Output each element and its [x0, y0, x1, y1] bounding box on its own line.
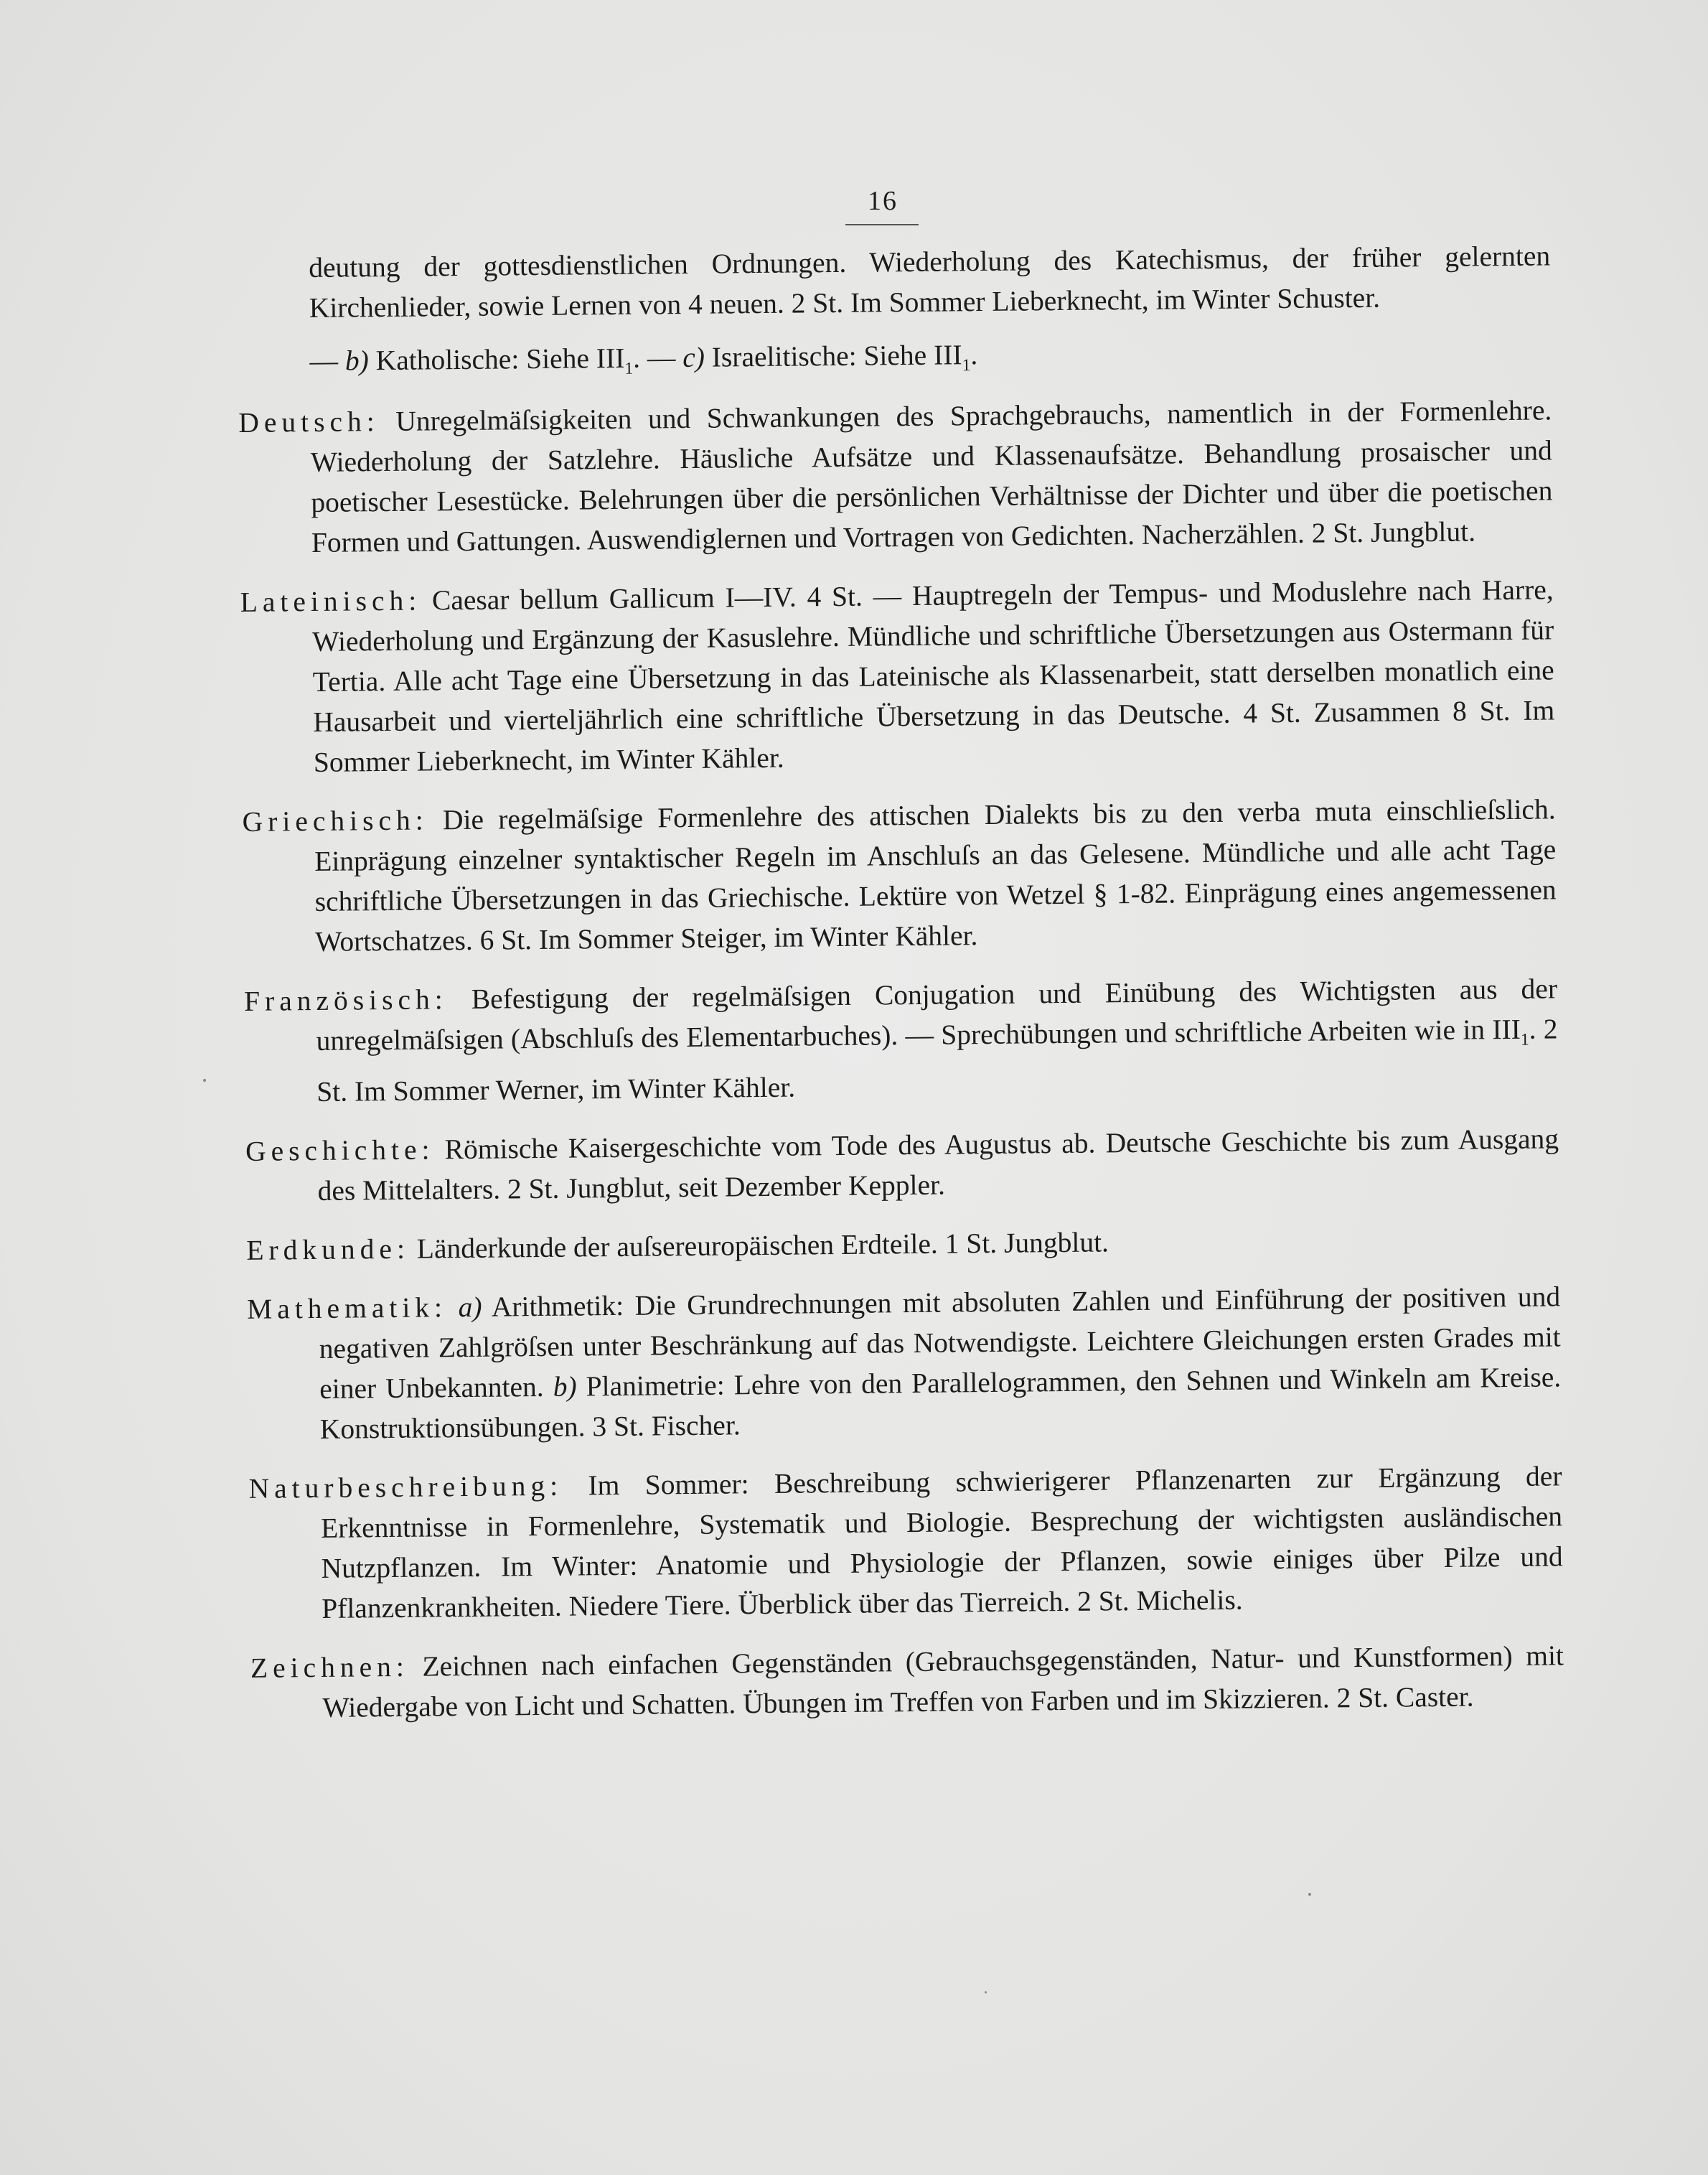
paper-speck	[1308, 1893, 1311, 1896]
subject-heading: Mathematik:	[246, 1291, 448, 1325]
israelitisch-subscript: 1	[962, 356, 971, 375]
mathematik-part-b-marker: b)	[553, 1370, 577, 1403]
section-griechisch	[242, 789, 1557, 963]
religion-separator: . —	[632, 342, 683, 374]
franzoesisch-subscript: 1	[1520, 1030, 1529, 1049]
subject-heading: Erdkunde:	[246, 1232, 410, 1266]
section-mathematik	[247, 1276, 1562, 1450]
section-text: Unregelmäſsigkeiten und Schwankungen des Sprachgebrauchs, namentlich in der Formenlehre. Wiederholung der Satzlehre. Häusliche Aufsätze und Klassenaufsätze. Behandlung prosaischer und poetischer Lesestücke. Belehrungen über die persönlichen Verhältnisse der Dichter und über die poetischen Formen und Gattungen. Auswendiglernen und Vortragen von Gedichten. Nacherzählen. 2 St. Jungblut.	[310, 394, 1553, 558]
religion-end: .	[970, 339, 978, 371]
subject-heading: Naturbeschreibung:	[248, 1469, 563, 1505]
section-zeichnen	[250, 1635, 1564, 1729]
section-erdkunde	[246, 1217, 1559, 1271]
section-text-b: Planimetrie: Lehre von den Parallelogrammen, den Sehnen und Winkeln am Kreise. Konstruktionsübungen. 3 St. Fischer.	[319, 1361, 1562, 1445]
section-text: Zeichnen nach einfachen Gegenständen (Gebrauchsgegenständen, Natur- und Kunstformen) mit Wiedergabe von Licht und Schatten. Übungen im Treffen von Farben und im Skizzieren. 2 St. Caster.	[322, 1640, 1564, 1723]
page-number: 16	[868, 186, 898, 216]
religion-continuation-text: deutung der gottesdienstlichen Ordnungen. Wiederholung des Katechismus, der früher gelernten Kirchenlieder, sowie Lernen von 4 neuen. 2 St. Im Sommer Lieberknecht, im Winter Schuster.	[309, 240, 1551, 324]
section-text: Befestigung der regelmäſsigen Conjugation und Einübung des Wichtigsten aus der unregelmäſsigen (Abschluſs des Elementarbuches). — Sprechübungen und schriftliche Arbeiten wie in III	[316, 973, 1558, 1057]
section-text: Caesar bellum Gallicum I—IV. 4 St. — Hauptregeln der Tempus- und Moduslehre nach Harre, Wiederholung und Ergänzung der Kasuslehre. Mündliche und schriftliche Übersetzungen aus Ostermann für Tertia. Alle acht Tage eine Übersetzung in das Lateinische als Klassenarbeit, statt derselben monatlich eine Hausarbeit und vierteljährlich eine schriftliche Übersetzung in das Deutsche. 4 St. Zusammen 8 St. Im Sommer Lieberknecht, im Winter Kähler.	[312, 574, 1555, 778]
section-text: Im Sommer: Beschreibung schwierigerer Pflanzenarten zur Ergänzung der Erkenntnisse in Formenlehre, Systematik und Biologie. Besprechung der wichtigsten ausländischen Nutzpflanzen. Im Winter: Anatomie und Physiologie der Pflanzen, sowie einiges über Pilze und Pflanzenkrankheiten. Niedere Tiere. Überblick über das Tierreich. 2 St. Michelis.	[320, 1460, 1563, 1624]
katholisch-subscript: 1	[624, 359, 634, 378]
subject-heading: Zeichnen:	[250, 1650, 410, 1684]
subject-heading: Lateinisch:	[240, 584, 422, 618]
katholisch-text: Katholische: Siehe III	[368, 342, 625, 377]
section-franzoesisch	[244, 968, 1559, 1112]
section-text: Die regelmäſsige Formenlehre des attischen Dialekts bis zu den verba muta einschlieſslich. Einprägung einzelner syntaktischer Regeln im Anschluſs an das Gelesene. Mündliche und alle acht Tage schriftliche Übersetzungen in das Griechische. Lektüre von Wetzel § 1-82. Einprägung eines angemessenen Wortschatzes. 6 St. Im Sommer Steiger, im Winter Kähler.	[314, 793, 1557, 958]
document-body	[237, 235, 1564, 1746]
religion-other-paragraph	[238, 329, 1552, 392]
subject-heading: Französisch:	[243, 983, 448, 1017]
subject-heading: Deutsch:	[238, 405, 380, 439]
section-lateinisch	[240, 569, 1555, 783]
religion-continuation-paragraph	[237, 235, 1551, 329]
section-naturbeschreibung	[248, 1456, 1563, 1629]
section-text: Römische Kaisergeschichte vom Tode des Augustus ab. Deutsche Geschichte bis zum Ausgang des Mittelalters. 2 St. Jungblut, seit Dezember Keppler.	[317, 1123, 1559, 1207]
israelitisch-text: Israelitische: Siehe III	[704, 339, 962, 373]
religion-dash: —	[309, 345, 346, 378]
page-number-rule	[845, 224, 919, 225]
paper-speck	[203, 1079, 206, 1082]
section-text-a: Arithmetik: Die Grundrechnungen mit absoluten Zahlen und Einführung der positiven und negativen Zahlgröſsen unter Beschränkung auf das Notwendigste. Leichtere Gleichungen ersten Grades mit einer Unbekannten.	[319, 1281, 1561, 1405]
subject-heading: Geschichte:	[245, 1133, 435, 1167]
mathematik-part-a-marker: a)	[458, 1291, 482, 1323]
section-text-end: . 2 St. Im Sommer Werner, im Winter Kähler.	[316, 1013, 1558, 1108]
religion-part-b-marker: b)	[344, 345, 370, 377]
paper-speck	[985, 1991, 987, 1993]
religion-part-c-marker: c)	[682, 341, 705, 374]
section-deutsch	[238, 390, 1553, 563]
section-geschichte	[245, 1118, 1559, 1212]
section-text: Länderkunde der auſsereuropäischen Erdteile. 1 St. Jungblut.	[409, 1226, 1109, 1265]
subject-heading: Griechisch:	[242, 804, 428, 838]
